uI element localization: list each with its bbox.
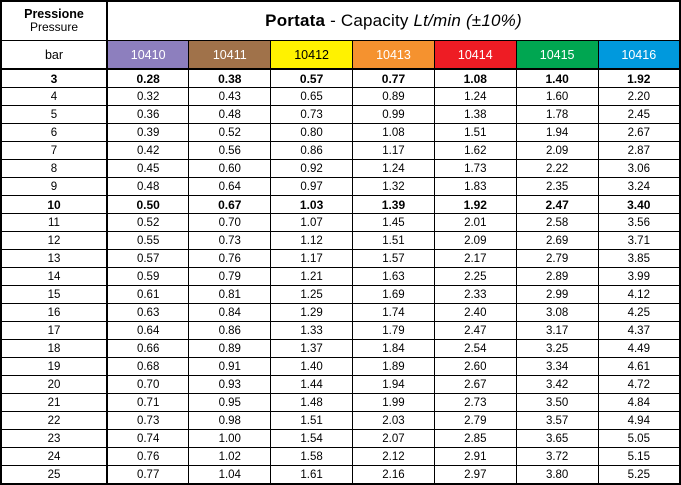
capacity-value: 4.12: [598, 286, 680, 304]
capacity-value: 2.60: [434, 358, 516, 376]
capacity-title-cell: [107, 1, 680, 41]
capacity-value: 1.54: [271, 430, 353, 448]
capacity-value: 1.84: [353, 340, 435, 358]
capacity-value: 0.57: [271, 69, 353, 88]
capacity-value: 1.21: [271, 268, 353, 286]
capacity-value: 0.92: [271, 160, 353, 178]
capacity-value: 0.86: [271, 142, 353, 160]
table-row: [1, 142, 680, 160]
capacity-value: 0.89: [189, 340, 271, 358]
capacity-value: 0.57: [107, 250, 189, 268]
capacity-value: 1.17: [271, 250, 353, 268]
capacity-value: 1.51: [271, 412, 353, 430]
capacity-value: 2.99: [516, 286, 598, 304]
capacity-value: 1.40: [516, 69, 598, 88]
capacity-value: 2.79: [434, 412, 516, 430]
capacity-value: 0.93: [189, 376, 271, 394]
capacity-value: 0.39: [107, 124, 189, 142]
capacity-value: 4.94: [598, 412, 680, 430]
capacity-value: 3.42: [516, 376, 598, 394]
title-separator: -: [325, 11, 341, 30]
capacity-value: 3.72: [516, 448, 598, 466]
pressure-value: 14: [1, 268, 107, 286]
table-body: [1, 1, 680, 484]
capacity-value: 1.58: [271, 448, 353, 466]
capacity-value: 3.80: [516, 466, 598, 485]
table-row: [1, 160, 680, 178]
capacity-value: 0.70: [189, 214, 271, 232]
capacity-value: 1.63: [353, 268, 435, 286]
capacity-value: 1.29: [271, 304, 353, 322]
capacity-value: 1.94: [516, 124, 598, 142]
capacity-value: 0.73: [189, 232, 271, 250]
capacity-value: 1.83: [434, 178, 516, 196]
pressure-value: 17: [1, 322, 107, 340]
pressure-value: 15: [1, 286, 107, 304]
capacity-value: 2.45: [598, 106, 680, 124]
pressure-value: 23: [1, 430, 107, 448]
capacity-value: 1.74: [353, 304, 435, 322]
title-italic: Lt/min (±10%): [413, 11, 522, 30]
capacity-value: 1.45: [353, 214, 435, 232]
pressure-value: 10: [1, 196, 107, 214]
capacity-value: 0.45: [107, 160, 189, 178]
pressure-header-cell: [1, 1, 107, 41]
capacity-value: 0.76: [107, 448, 189, 466]
capacity-value: 0.50: [107, 196, 189, 214]
pressure-value: 4: [1, 88, 107, 106]
pressure-header-subtitle: Pressure: [29, 20, 79, 35]
capacity-value: 0.80: [271, 124, 353, 142]
capacity-value: 4.72: [598, 376, 680, 394]
capacity-value: 0.81: [189, 286, 271, 304]
capacity-value: 1.57: [353, 250, 435, 268]
table-row: [1, 430, 680, 448]
capacity-value: 1.92: [434, 196, 516, 214]
capacity-value: 2.16: [353, 466, 435, 485]
capacity-value: 0.70: [107, 376, 189, 394]
capacity-value: 1.92: [598, 69, 680, 88]
capacity-value: 0.52: [189, 124, 271, 142]
table-row: [1, 322, 680, 340]
capacity-value: 3.08: [516, 304, 598, 322]
pressure-value: 20: [1, 376, 107, 394]
capacity-value: 1.17: [353, 142, 435, 160]
capacity-value: 1.94: [353, 376, 435, 394]
capacity-value: 0.67: [189, 196, 271, 214]
capacity-value: 0.71: [107, 394, 189, 412]
capacity-value: 0.99: [353, 106, 435, 124]
table-row: [1, 286, 680, 304]
capacity-value: 3.06: [598, 160, 680, 178]
capacity-value: 0.60: [189, 160, 271, 178]
table-row: [1, 88, 680, 106]
capacity-value: 1.48: [271, 394, 353, 412]
capacity-value: 1.40: [271, 358, 353, 376]
capacity-value: 1.39: [353, 196, 435, 214]
capacity-value: 3.50: [516, 394, 598, 412]
capacity-value: 3.85: [598, 250, 680, 268]
pressure-value: 5: [1, 106, 107, 124]
capacity-value: 1.03: [271, 196, 353, 214]
capacity-value: 0.66: [107, 340, 189, 358]
column-code-10411: 10411: [189, 41, 271, 70]
capacity-value: 2.25: [434, 268, 516, 286]
capacity-value: 0.59: [107, 268, 189, 286]
capacity-value: 1.79: [353, 322, 435, 340]
table-row: [1, 412, 680, 430]
title-bold: Portata: [265, 11, 326, 30]
capacity-value: 5.05: [598, 430, 680, 448]
column-code-10413: 10413: [353, 41, 435, 70]
codes-row: [1, 41, 680, 70]
pressure-value: 12: [1, 232, 107, 250]
pressure-value: 8: [1, 160, 107, 178]
table-row: [1, 466, 680, 485]
capacity-value: 0.55: [107, 232, 189, 250]
pressure-value: 3: [1, 69, 107, 88]
capacity-value: 0.68: [107, 358, 189, 376]
capacity-value: 2.69: [516, 232, 598, 250]
capacity-value: 3.25: [516, 340, 598, 358]
capacity-value: 2.67: [434, 376, 516, 394]
capacity-value: 1.08: [434, 69, 516, 88]
capacity-value: 2.17: [434, 250, 516, 268]
capacity-value: 0.48: [107, 178, 189, 196]
capacity-value: 0.76: [189, 250, 271, 268]
capacity-value: 0.86: [189, 322, 271, 340]
pressure-value: 7: [1, 142, 107, 160]
capacity-value: 2.79: [516, 250, 598, 268]
capacity-value: 4.25: [598, 304, 680, 322]
title-row: [1, 1, 680, 41]
pressure-value: 18: [1, 340, 107, 358]
capacity-value: 4.49: [598, 340, 680, 358]
capacity-value: 0.97: [271, 178, 353, 196]
capacity-value: 1.24: [353, 160, 435, 178]
capacity-value: 2.09: [434, 232, 516, 250]
capacity-value: 0.64: [189, 178, 271, 196]
pressure-value: 16: [1, 304, 107, 322]
capacity-value: 2.01: [434, 214, 516, 232]
capacity-value: 3.71: [598, 232, 680, 250]
capacity-value: 0.73: [107, 412, 189, 430]
capacity-value: 2.58: [516, 214, 598, 232]
capacity-value: 0.74: [107, 430, 189, 448]
capacity-value: 2.35: [516, 178, 598, 196]
capacity-value: 1.37: [271, 340, 353, 358]
table-row: [1, 178, 680, 196]
capacity-value: 1.00: [189, 430, 271, 448]
table-row: [1, 394, 680, 412]
capacity-value: 1.04: [189, 466, 271, 485]
capacity-value: 0.36: [107, 106, 189, 124]
capacity-value: 1.33: [271, 322, 353, 340]
pressure-header-title: Pressione: [24, 6, 84, 21]
capacity-value: 5.25: [598, 466, 680, 485]
capacity-value: 1.62: [434, 142, 516, 160]
table-row: [1, 124, 680, 142]
column-code-10415: 10415: [516, 41, 598, 70]
capacity-value: 0.77: [107, 466, 189, 485]
capacity-value: 1.08: [353, 124, 435, 142]
capacity-value: 4.37: [598, 322, 680, 340]
capacity-value: 0.79: [189, 268, 271, 286]
pressure-value: 24: [1, 448, 107, 466]
table-row: [1, 232, 680, 250]
capacity-value: 0.95: [189, 394, 271, 412]
capacity-value: 1.32: [353, 178, 435, 196]
capacity-value: 1.69: [353, 286, 435, 304]
capacity-value: 1.51: [353, 232, 435, 250]
capacity-value: 1.99: [353, 394, 435, 412]
capacity-value: 1.25: [271, 286, 353, 304]
capacity-value: 0.73: [271, 106, 353, 124]
capacity-value: 1.51: [434, 124, 516, 142]
capacity-value: 1.44: [271, 376, 353, 394]
capacity-value: 1.02: [189, 448, 271, 466]
capacity-value: 2.47: [434, 322, 516, 340]
capacity-value: 0.65: [271, 88, 353, 106]
table-row: [1, 214, 680, 232]
capacity-value: 2.20: [598, 88, 680, 106]
capacity-value: 3.56: [598, 214, 680, 232]
capacity-value: 2.22: [516, 160, 598, 178]
capacity-value: 3.65: [516, 430, 598, 448]
capacity-value: 0.38: [189, 69, 271, 88]
pressure-value: 19: [1, 358, 107, 376]
table-row: [1, 69, 680, 88]
capacity-value: 2.73: [434, 394, 516, 412]
capacity-value: 1.60: [516, 88, 598, 106]
capacity-value: 2.40: [434, 304, 516, 322]
unit-label-cell: bar: [1, 41, 107, 70]
capacity-value: 3.34: [516, 358, 598, 376]
capacity-value: 2.07: [353, 430, 435, 448]
column-code-10412: 10412: [271, 41, 353, 70]
column-code-10410: 10410: [107, 41, 189, 70]
capacity-value: 3.99: [598, 268, 680, 286]
table-row: [1, 268, 680, 286]
pressure-value: 6: [1, 124, 107, 142]
pressure-value: 25: [1, 466, 107, 485]
capacity-value: 2.47: [516, 196, 598, 214]
capacity-value: 5.15: [598, 448, 680, 466]
capacity-value: 2.33: [434, 286, 516, 304]
table-row: [1, 196, 680, 214]
table-row: [1, 376, 680, 394]
capacity-value: 1.89: [353, 358, 435, 376]
capacity-value: 2.87: [598, 142, 680, 160]
pressure-value: 21: [1, 394, 107, 412]
capacity-value: 0.64: [107, 322, 189, 340]
capacity-value: 2.67: [598, 124, 680, 142]
table-row: [1, 448, 680, 466]
capacity-value: 1.73: [434, 160, 516, 178]
capacity-value: 2.03: [353, 412, 435, 430]
column-code-10416: 10416: [598, 41, 680, 70]
capacity-value: 0.28: [107, 69, 189, 88]
capacity-value: 0.56: [189, 142, 271, 160]
capacity-value: 2.89: [516, 268, 598, 286]
pressure-value: 13: [1, 250, 107, 268]
capacity-value: 2.97: [434, 466, 516, 485]
table-row: [1, 106, 680, 124]
pressure-value: 9: [1, 178, 107, 196]
capacity-value: 0.48: [189, 106, 271, 124]
capacity-value: 0.84: [189, 304, 271, 322]
capacity-value: 4.84: [598, 394, 680, 412]
table-row: [1, 304, 680, 322]
capacity-value: 0.77: [353, 69, 435, 88]
capacity-value: 1.78: [516, 106, 598, 124]
capacity-value: 3.24: [598, 178, 680, 196]
capacity-value: 0.43: [189, 88, 271, 106]
capacity-value: 1.38: [434, 106, 516, 124]
capacity-value: 2.85: [434, 430, 516, 448]
capacity-value: 2.12: [353, 448, 435, 466]
capacity-value: 0.98: [189, 412, 271, 430]
capacity-value: 2.91: [434, 448, 516, 466]
capacity-value: 2.54: [434, 340, 516, 358]
table-row: [1, 358, 680, 376]
capacity-value: 1.61: [271, 466, 353, 485]
capacity-value: 4.61: [598, 358, 680, 376]
capacity-value: 3.17: [516, 322, 598, 340]
capacity-value: 1.24: [434, 88, 516, 106]
pressure-value: 22: [1, 412, 107, 430]
capacity-value: 3.57: [516, 412, 598, 430]
column-code-10414: 10414: [434, 41, 516, 70]
capacity-value: 2.09: [516, 142, 598, 160]
title-regular: Capacity: [340, 11, 414, 30]
capacity-value: 0.89: [353, 88, 435, 106]
capacity-value: 1.07: [271, 214, 353, 232]
capacity-value: 0.91: [189, 358, 271, 376]
capacity-value: 0.52: [107, 214, 189, 232]
capacity-value: 0.42: [107, 142, 189, 160]
table-row: [1, 250, 680, 268]
pressure-value: 11: [1, 214, 107, 232]
capacity-value: 0.61: [107, 286, 189, 304]
capacity-value: 1.12: [271, 232, 353, 250]
capacity-value: 0.32: [107, 88, 189, 106]
capacity-value: 3.40: [598, 196, 680, 214]
table-row: [1, 340, 680, 358]
capacity-value: 0.63: [107, 304, 189, 322]
